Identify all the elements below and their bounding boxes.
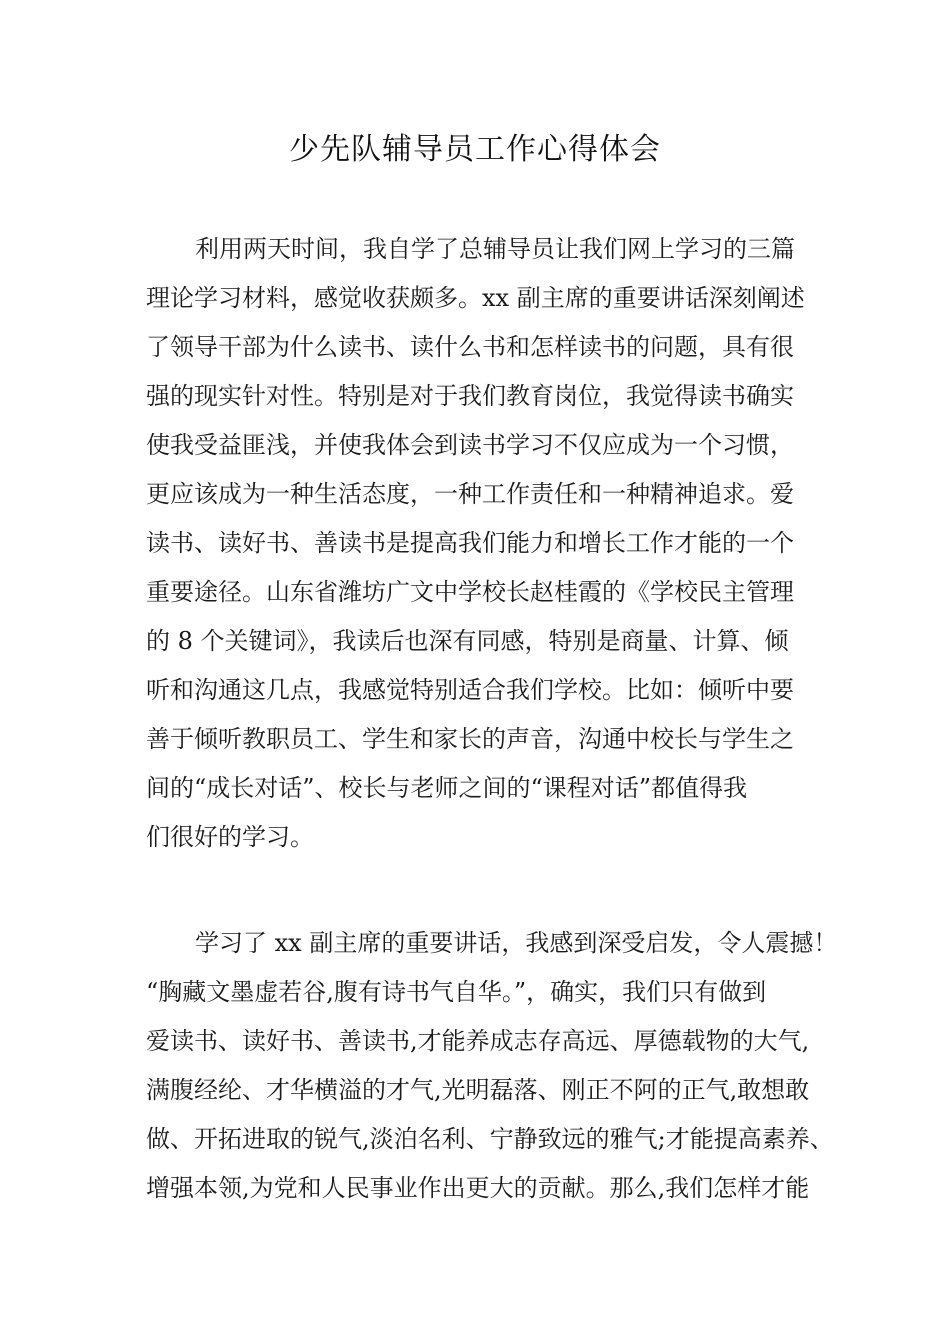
paragraph-line: 了领导干部为什么读书、读什么书和怎样读书的问题，具有很 — [146, 333, 794, 361]
document-title: 少先队辅导员工作心得体会 — [289, 132, 661, 167]
paragraph-line: 善于倾听教职员工、学生和家长的声音，沟通中校长与学生之 — [146, 725, 794, 753]
paragraph-line: 间的“成长对话”、校长与老师之间的“课程对话”都值得我 — [146, 774, 748, 802]
paragraph-line: 满腹经纶、才华横溢的才气,光明磊落、刚正不阿的正气,敢想敢 — [146, 1076, 810, 1104]
paragraph-line: 爱读书、读好书、善读书,才能养成志存高远、厚德载物的大气, — [146, 1027, 810, 1055]
paragraph-line: 利用两天时间，我自学了总辅导员让我们网上学习的三篇 — [195, 235, 795, 263]
paragraph-line: 们很好的学习。 — [146, 823, 314, 851]
paragraph-line: 听和沟通这几点，我感觉特别适合我们学校。比如：倾听中要 — [146, 676, 794, 704]
paragraph-line: 读书、读好书、善读书是提高我们能力和增长工作才能的一个 — [146, 529, 794, 557]
paragraph-line: 重要途径。山东省潍坊广文中学校长赵桂霞的《学校民主管理 — [146, 578, 794, 606]
paragraph-line: 理论学习材料，感觉收获颇多。xx 副主席的重要讲话深刻阐述 — [146, 284, 805, 312]
paragraph-line: “胸藏文墨虚若谷,腹有诗书气自华。”，确实，我们只有做到 — [146, 978, 767, 1006]
paragraph-line: 增强本领,为党和人民事业作出更大的贡献。那么,我们怎样才能 — [146, 1174, 810, 1202]
paragraph-line: 学习了 xx 副主席的重要讲话，我感到深受启发，令人震撼！ — [195, 929, 838, 957]
paragraph-line: 的 8 个关键词》，我读后也深有同感，特别是商量、计算、倾 — [146, 627, 789, 655]
paragraph-line: 更应该成为一种生活态度，一种工作责任和一种精神追求。爱 — [146, 480, 794, 508]
paragraph-line: 使我受益匪浅，并使我体会到读书学习不仅应成为一个习惯， — [146, 431, 794, 459]
paragraph-line: 做、开拓进取的锐气,淡泊名利、宁静致远的雅气;才能提高素养、 — [146, 1125, 834, 1153]
paragraph-line: 强的现实针对性。特别是对于我们教育岗位，我觉得读书确实 — [146, 382, 794, 410]
